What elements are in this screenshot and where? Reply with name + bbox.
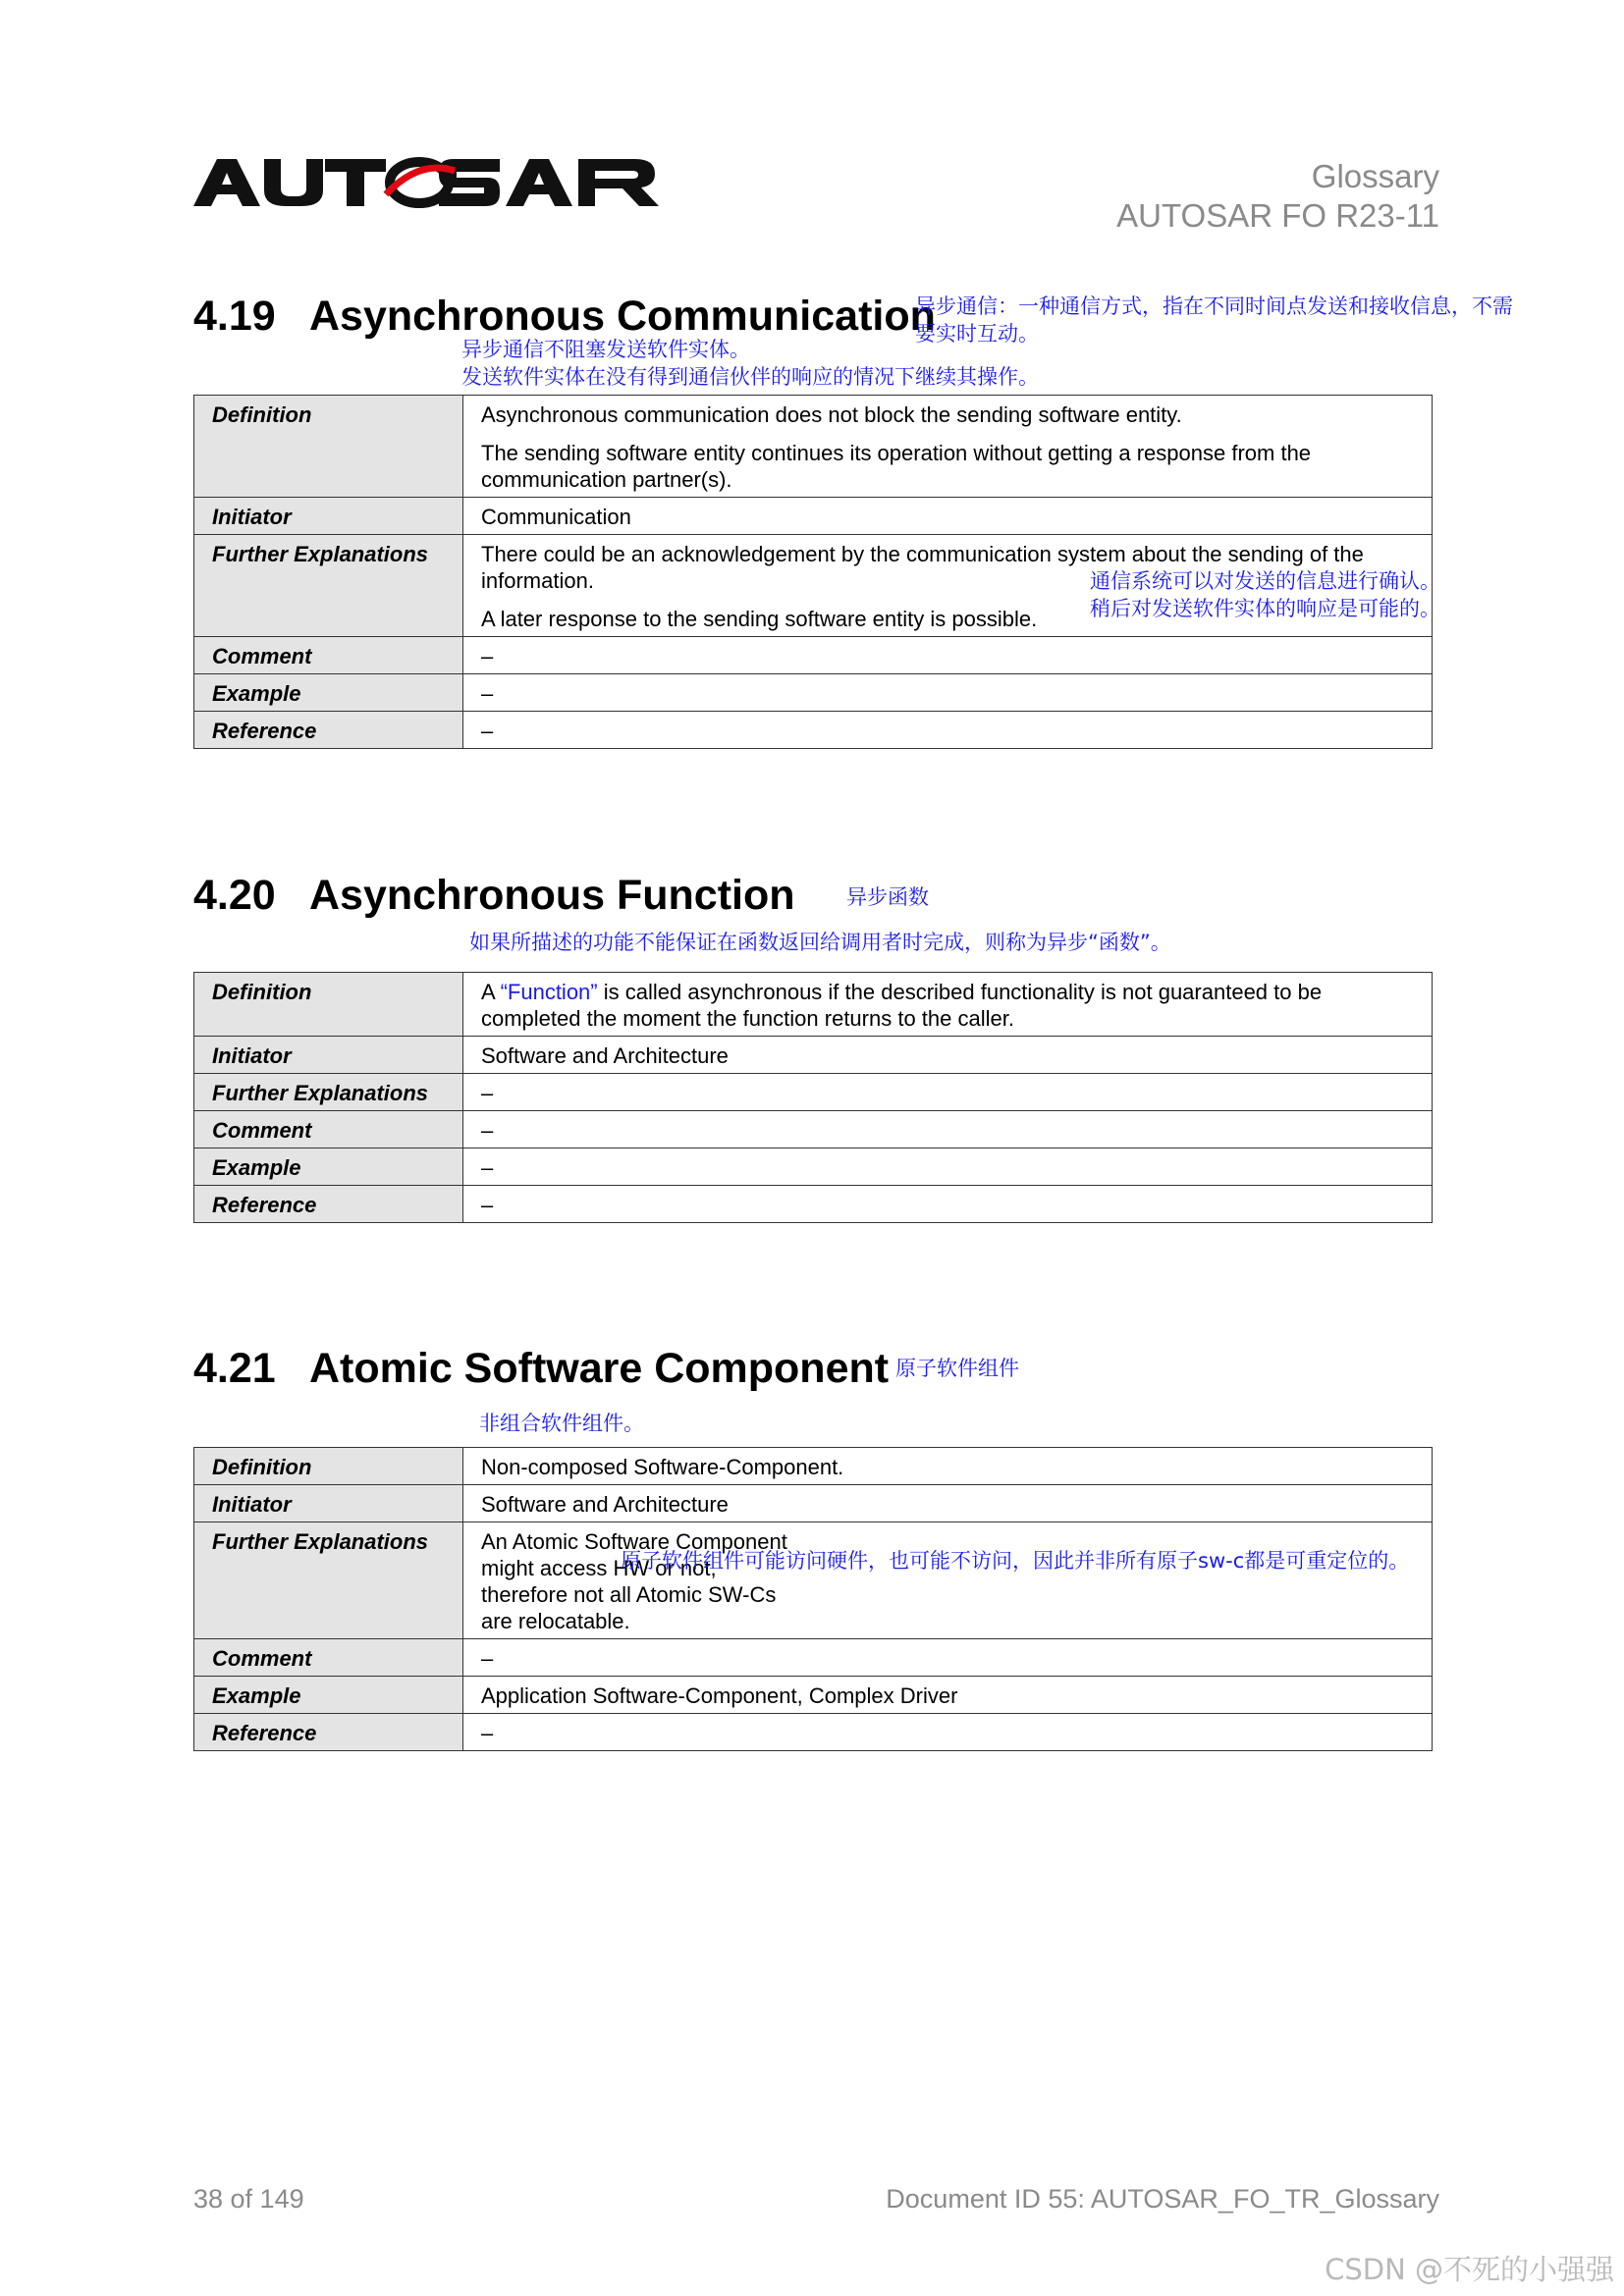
table-row bbox=[194, 1148, 1433, 1186]
further-text: There could be an acknowledgement by the communication system about the sending of the information. bbox=[481, 542, 1364, 593]
row-value: – bbox=[463, 712, 1433, 749]
table-row bbox=[194, 498, 1433, 535]
row-label: Definition bbox=[194, 396, 463, 498]
table-row bbox=[194, 1714, 1433, 1751]
row-label: Comment bbox=[194, 637, 463, 674]
row-value: Communication bbox=[463, 498, 1433, 535]
section-4-21-title bbox=[193, 1345, 889, 1393]
glossary-table-4-21 bbox=[193, 1447, 1433, 1751]
row-label: Reference bbox=[194, 712, 463, 749]
row-value: Software and Architecture bbox=[463, 1037, 1433, 1074]
annotation-further: 原子软件组件可能访问硬件，也可能不访问，因此并非所有原子sw-c都是可重定位的。 bbox=[621, 1549, 1410, 1573]
table-row bbox=[194, 1448, 1433, 1485]
row-label: Initiator bbox=[194, 498, 463, 535]
annotation-above-table: 如果所描述的功能不能保证在函数返回给调用者时完成，则称为异步“函数”。 bbox=[469, 931, 1171, 954]
row-label: Further Explanations bbox=[194, 535, 463, 637]
row-label: Reference bbox=[194, 1186, 463, 1223]
row-label: Initiator bbox=[194, 1037, 463, 1074]
page-number: 38 of 149 bbox=[193, 2184, 304, 2214]
definition-text: The sending software entity continues its operation without getting a response from the communication partner(s). bbox=[481, 441, 1312, 492]
table-row bbox=[194, 1485, 1433, 1522]
row-value: Application Software-Component, Complex Driver bbox=[463, 1677, 1433, 1714]
doc-type: Glossary bbox=[1311, 158, 1439, 194]
row-value: – bbox=[463, 1186, 1433, 1223]
section-title: Atomic Software Component bbox=[309, 1345, 890, 1392]
table-row bbox=[194, 1186, 1433, 1223]
section-title: Asynchronous Function bbox=[309, 872, 795, 919]
table-row bbox=[194, 674, 1433, 712]
row-value bbox=[463, 973, 1433, 1037]
document-header bbox=[1116, 157, 1439, 236]
annotation-further bbox=[1090, 567, 1440, 622]
row-label: Example bbox=[194, 1148, 463, 1186]
table-row bbox=[194, 973, 1433, 1037]
row-label: Comment bbox=[194, 1111, 463, 1148]
row-value bbox=[463, 396, 1433, 498]
annotation-above-table: 非组合软件组件。 bbox=[479, 1412, 644, 1435]
row-value: – bbox=[463, 674, 1433, 712]
table-row bbox=[194, 1074, 1433, 1111]
section-4-19-title bbox=[193, 293, 936, 341]
definition-text: is called asynchronous if the described functionality is not guaranteed to be completed the moment the function returns to the caller. bbox=[481, 980, 1323, 1031]
annotation-line: 稍后对发送软件实体的响应是可能的。 bbox=[1090, 597, 1440, 620]
further-text: A later response to the sending software entity is possible. bbox=[481, 607, 1038, 631]
table-row bbox=[194, 396, 1433, 498]
table-row bbox=[194, 1639, 1433, 1677]
row-label: Definition bbox=[194, 1448, 463, 1485]
row-label: Reference bbox=[194, 1714, 463, 1751]
definition-text: Asynchronous communication does not block the sending software entity. bbox=[481, 402, 1182, 427]
annotation-line: 通信系统可以对发送的信息进行确认。 bbox=[1090, 569, 1440, 593]
row-label: Comment bbox=[194, 1639, 463, 1677]
section-title: Asynchronous Communication bbox=[309, 293, 936, 340]
section-number: 4.21 bbox=[193, 1345, 276, 1392]
row-value: – bbox=[463, 1639, 1433, 1677]
table-row bbox=[194, 637, 1433, 674]
annotation-title: 原子软件组件 bbox=[895, 1357, 1019, 1380]
function-link[interactable]: “Function” bbox=[500, 980, 598, 1004]
row-value: Software and Architecture bbox=[463, 1485, 1433, 1522]
row-value: – bbox=[463, 1111, 1433, 1148]
row-label: Definition bbox=[194, 973, 463, 1037]
annotation-line: 发送软件实体在没有得到通信伙伴的响应的情况下继续其操作。 bbox=[461, 365, 1039, 389]
autosar-logo bbox=[193, 157, 663, 208]
row-label: Example bbox=[194, 1677, 463, 1714]
annotation-above-table bbox=[461, 336, 1039, 391]
table-row bbox=[194, 1037, 1433, 1074]
document-id: Document ID 55: AUTOSAR_FO_TR_Glossary bbox=[886, 2184, 1439, 2214]
annotation-line: 要实时互动。 bbox=[915, 322, 1039, 346]
section-number: 4.19 bbox=[193, 293, 276, 340]
row-label: Example bbox=[194, 674, 463, 712]
row-value: – bbox=[463, 1074, 1433, 1111]
watermark: CSDN @不死的小强强 bbox=[1325, 2253, 1614, 2286]
row-label: Further Explanations bbox=[194, 1522, 463, 1639]
annotation-line: 异步通信：一种通信方式，指在不同时间点发送和接收信息，不需 bbox=[915, 294, 1513, 318]
row-value: – bbox=[463, 1148, 1433, 1186]
section-number: 4.20 bbox=[193, 872, 276, 919]
annotation-title: 异步函数 bbox=[846, 885, 929, 909]
row-value: An Atomic Software Component might access HW or not, therefore not all Atomic SW-Cs are relocatable. bbox=[463, 1522, 1433, 1639]
table-row bbox=[194, 1677, 1433, 1714]
glossary-table-4-20 bbox=[193, 972, 1433, 1223]
table-row bbox=[194, 1522, 1433, 1639]
section-4-20-title bbox=[193, 872, 795, 920]
row-value: – bbox=[463, 637, 1433, 674]
row-label: Further Explanations bbox=[194, 1074, 463, 1111]
table-row bbox=[194, 1111, 1433, 1148]
row-value: Non-composed Software-Component. bbox=[463, 1448, 1433, 1485]
table-row bbox=[194, 712, 1433, 749]
row-value: – bbox=[463, 1714, 1433, 1751]
row-label: Initiator bbox=[194, 1485, 463, 1522]
annotation-line: 异步通信不阻塞发送软件实体。 bbox=[461, 338, 750, 361]
doc-release: AUTOSAR FO R23-11 bbox=[1116, 197, 1439, 234]
definition-text: A bbox=[481, 980, 501, 1004]
